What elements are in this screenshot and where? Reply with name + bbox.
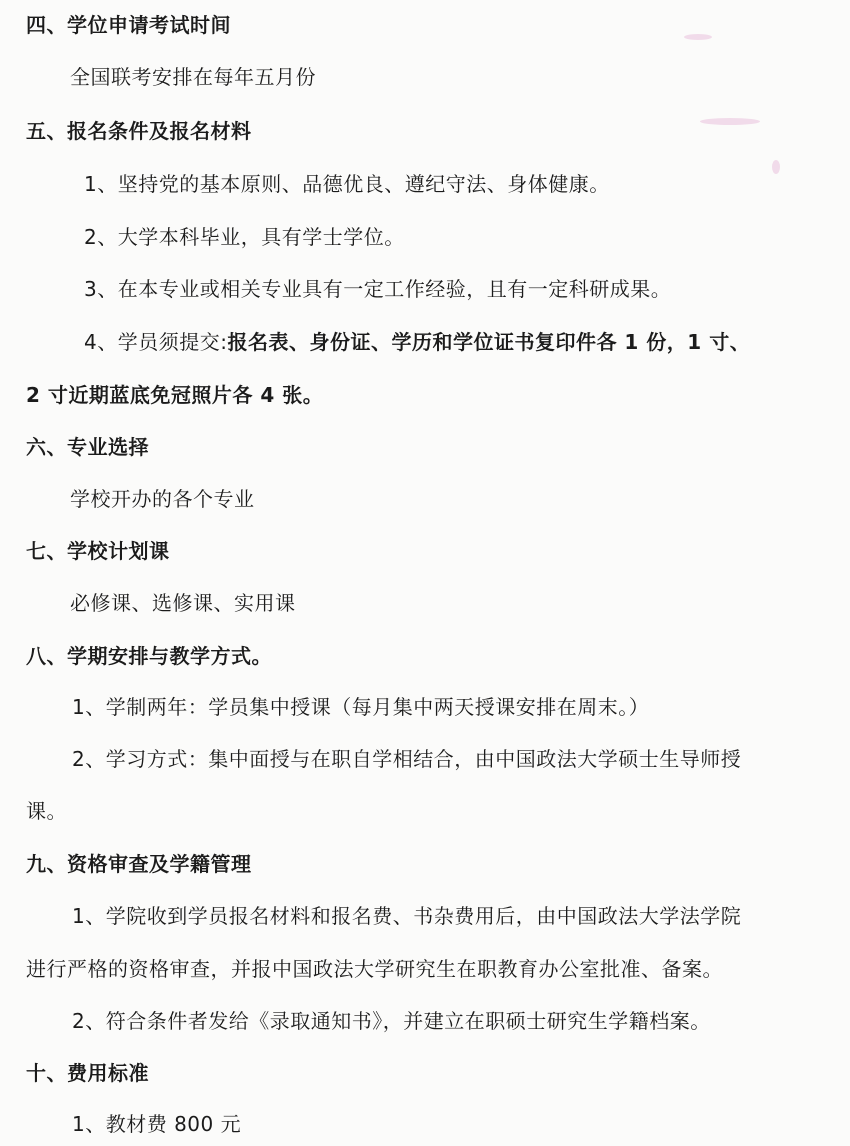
- section-8-item-2-continued: 课。: [26, 799, 67, 823]
- section-10-item-1: 1、教材费 800 元: [72, 1112, 242, 1136]
- section-5-item-2: 2、大学本科毕业，具有学士学位。: [84, 225, 405, 249]
- section-8-heading: 八、学期安排与教学方式。: [26, 644, 272, 668]
- section-5-item-3: 3、在本专业或相关专业具有一定工作经验，且有一定科研成果。: [84, 277, 672, 301]
- section-9-item-1: 1、学院收到学员报名材料和报名费、书杂费用后，由中国政法大学法学院: [72, 904, 742, 928]
- section-5-item-4-prefix: 4、学员须提交:: [84, 330, 228, 354]
- section-7-heading: 七、学校计划课: [26, 539, 170, 563]
- section-8-item-1: 1、学制两年：学员集中授课（每月集中两天授课安排在周末。）: [72, 695, 650, 719]
- section-8-item-2: 2、学习方式：集中面授与在职自学相结合，由中国政法大学硕士生导师授: [72, 747, 742, 771]
- section-9-item-2: 2、符合条件者发给《录取通知书》，并建立在职硕士研究生学籍档案。: [72, 1009, 711, 1033]
- section-9-item-1-continued: 进行严格的资格审查，并报中国政法大学研究生在职教育办公室批准、备案。: [26, 957, 723, 981]
- section-5-heading: 五、报名条件及报名材料: [26, 119, 252, 143]
- scan-mark: [684, 34, 712, 40]
- section-4-heading: 四、学位申请考试时间: [26, 13, 231, 37]
- section-6-text: 学校开办的各个专业: [70, 487, 255, 511]
- section-5-item-1: 1、坚持党的基本原则、品德优良、遵纪守法、身体健康。: [84, 172, 610, 196]
- section-6-heading: 六、专业选择: [26, 435, 149, 459]
- section-4-text: 全国联考安排在每年五月份: [70, 65, 316, 89]
- section-5-item-4-materials: 报名表、身份证、学历和学位证书复印件各 1 份，1 寸、: [227, 330, 751, 354]
- section-9-heading: 九、资格审查及学籍管理: [26, 852, 252, 876]
- section-5-item-4: [84, 329, 750, 355]
- section-5-item-4-continued: 2 寸近期蓝底免冠照片各 4 张。: [26, 383, 324, 407]
- scan-mark: [700, 118, 760, 125]
- section-10-heading: 十、费用标准: [26, 1061, 149, 1085]
- section-7-text: 必修课、选修课、实用课: [70, 591, 296, 615]
- scan-mark: [772, 160, 780, 174]
